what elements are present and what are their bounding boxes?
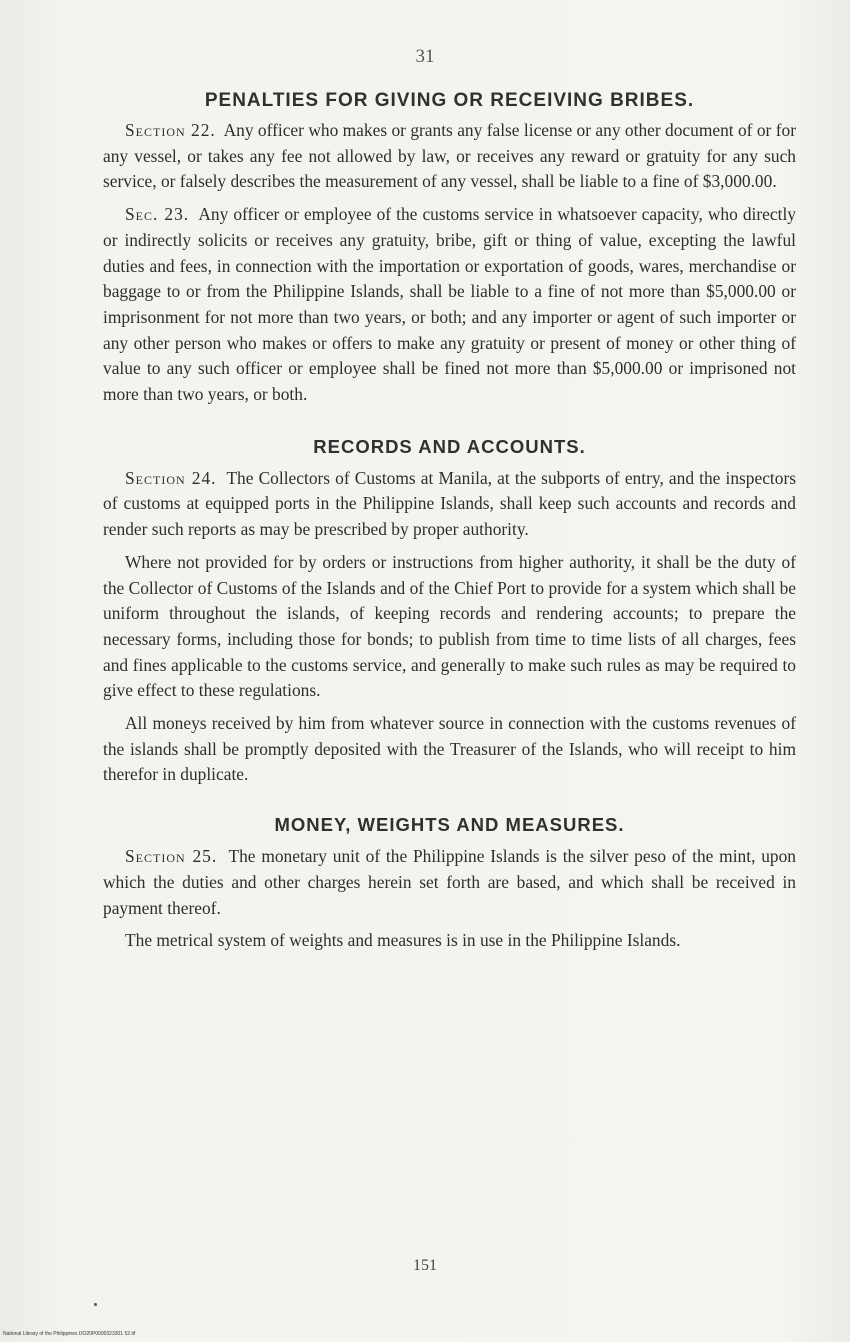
paragraph-text: Where not provided for by orders or instructions from higher authority, it shall be the duty of the Collector of Customs of the Islands and of the Chief Port to provide for a system which shall be uniform throughout the islands, of keeping records and rendering accounts; to prepare the necessary forms, including those for bonds; to publish from time to time lists of all charges, fees and fines applicable to the customs service, and generally to make such rules as may be required to give effect to these regulations. — [103, 551, 796, 701]
paragraph-section-25 — [103, 844, 796, 921]
page-number-bottom: 151 — [413, 1257, 437, 1274]
heading-money-weights-measures: MONEY, WEIGHTS AND MEASURES. — [274, 814, 625, 836]
section-label: Section 25. — [125, 846, 218, 867]
section-label: Section 22. — [125, 120, 216, 140]
paragraph-text: The metrical system of weights and measures is in use in the Philippine Islands. — [125, 930, 681, 951]
paragraph-text: The monetary unit of the Philippine Islands is the silver peso of the mint, upon which the duties and other charges herein set forth are based, and which shall be received in payment thereof. — [103, 846, 796, 918]
paragraph-text: Any officer who makes or grants any false license or any other document of or for any vessel, or takes any fee not allowed by law, or receives any reward or gratuity for any such service, or falsely describes the measurement of any vessel, shall be liable to a fine of $3,000.00. — [103, 120, 796, 192]
paragraph-section-24 — [103, 466, 796, 543]
heading-penalties-bribes: PENALTIES FOR GIVING OR RECEIVING BRIBES. — [204, 90, 695, 111]
scan-footer-credit: National Library of the Philippines DO20P0000323301 52.tif — [3, 1331, 136, 1337]
paragraph-collector-duty — [103, 550, 796, 704]
section-label: Section 24. — [125, 467, 217, 488]
paragraph-text: Any officer or employee of the customs service in whatsoever capacity, who directly or indirectly solicits or receives any gratuity, bribe, gift or thing of value, excepting the lawful duties and fees, in connection with the importation or exportation of goods, wares, merchandise or baggage to or from the Philippine Islands, shall be liable to a fine of not more than $5,000.00 or imprisonment for not more than two years, or both; and any importer or agent of such importer or any other person who makes or offers to make any gratuity or present of money or other thing of value to any such officer or employee shall be fined not more than $5,000.00 or imprisoned not more than two years, or both. — [103, 204, 796, 405]
paragraph-text: The Collectors of Customs at Manila, at the subports of entry, and the inspectors of customs at equipped ports in the Philippine Islands, shall keep such accounts and records and render such reports as may be prescribed by proper authority. — [103, 467, 796, 540]
paragraph-text: All moneys received by him from whatever source in connection with the customs revenues of the islands shall be promptly deposited with the Treasurer of the Islands, who will receipt to him therefor in duplicate. — [103, 713, 796, 785]
paragraph-section-22 — [103, 118, 796, 195]
page-body — [103, 84, 796, 954]
section-label: Sec. 23. — [125, 204, 190, 225]
scan-speck — [94, 1303, 97, 1306]
heading-records-accounts: RECORDS AND ACCOUNTS. — [313, 435, 586, 457]
page-number-top: 31 — [415, 46, 435, 67]
paragraph-metrical-system — [103, 928, 796, 954]
paragraph-moneys-deposit — [103, 711, 796, 788]
paragraph-section-23 — [103, 202, 796, 408]
